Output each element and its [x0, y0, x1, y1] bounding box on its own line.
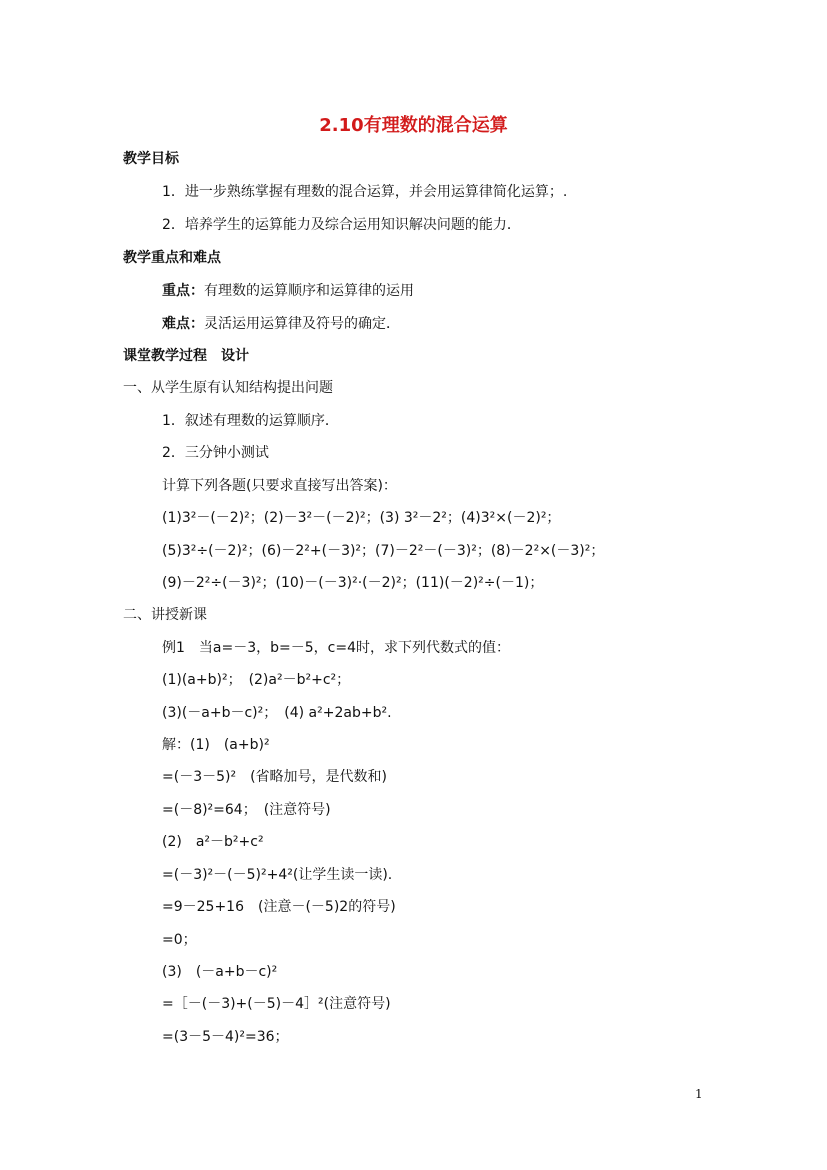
quiz-row-3: (9)－2²÷(－3)²；(10)－(－3)²·(－2)²；(11)(－2)²÷(－1)； — [162, 575, 544, 591]
example-1: 例1 当a=－3，b=－5，c=4时，求下列代数式的值： — [162, 640, 510, 656]
key-point — [162, 281, 414, 301]
quiz-row-1: (1)3²－(－2)²；(2)－3²－(－2)²；(3) 3²－2²；(4)3²×(－2)²； — [162, 510, 561, 526]
question-1: 1．叙述有理数的运算顺序． — [162, 413, 339, 429]
quiz-instruction: 计算下列各题(只要求直接写出答案)： — [162, 478, 397, 494]
difficult-point-text: 灵活运用运算律及符号的确定． — [204, 316, 400, 332]
section-heading-focus: 教学重点和难点 — [123, 250, 221, 266]
solution-line: =0； — [162, 932, 197, 948]
difficult-point — [162, 314, 400, 334]
section-heading-process: 课堂教学过程 设计 — [123, 348, 249, 364]
page-number: 1 — [695, 1087, 703, 1101]
key-point-label: 重点： — [162, 283, 204, 299]
part-two-heading: 二、讲授新课 — [123, 607, 207, 623]
page-title: 2.10有理数的混合运算 — [319, 115, 508, 136]
solution-line: (2) a²－b²+c² — [162, 834, 264, 850]
solution-line: =(－8)²=64； (注意符号) — [162, 802, 331, 818]
example-expr-2: (3)(－a+b－c)²； (4) a²+2ab+b². — [162, 705, 392, 721]
goal-item-1: 1．进一步熟练掌握有理数的混合运算，并会用运算律简化运算；. — [162, 184, 568, 200]
difficult-point-label: 难点： — [162, 316, 204, 332]
solution-line: =(－3)²－(－5)²+4²(让学生读一读). — [162, 867, 393, 883]
key-point-text: 有理数的运算顺序和运算律的运用 — [204, 283, 414, 299]
goal-item-2: 2．培养学生的运算能力及综合运用知识解决问题的能力． — [162, 217, 521, 233]
solution-line: =(3－5－4)²=36； — [162, 1029, 289, 1045]
part-one-heading: 一、从学生原有认知结构提出问题 — [123, 380, 333, 396]
quiz-row-2: (5)3²÷(－2)²；(6)－2²+(－3)²；(7)－2²－(－3)²；(8)－2²×(－3)²； — [162, 543, 605, 559]
question-2: 2．三分钟小测试 — [162, 445, 269, 461]
solution-line: =9－25+16 (注意－(－5)2的符号) — [162, 899, 396, 915]
solution-line: =［－(－3)+(－5)－4］²(注意符号) — [162, 996, 391, 1012]
solution-line: (3) (－a+b－c)² — [162, 964, 278, 980]
solution-line: 解：(1) (a+b)² — [162, 737, 270, 753]
example-expr-1: (1)(a+b)²； (2)a²－b²+c²； — [162, 672, 351, 688]
section-heading-goals: 教学目标 — [123, 151, 179, 167]
solution-line: =(－3－5)² (省略加号，是代数和) — [162, 769, 388, 785]
